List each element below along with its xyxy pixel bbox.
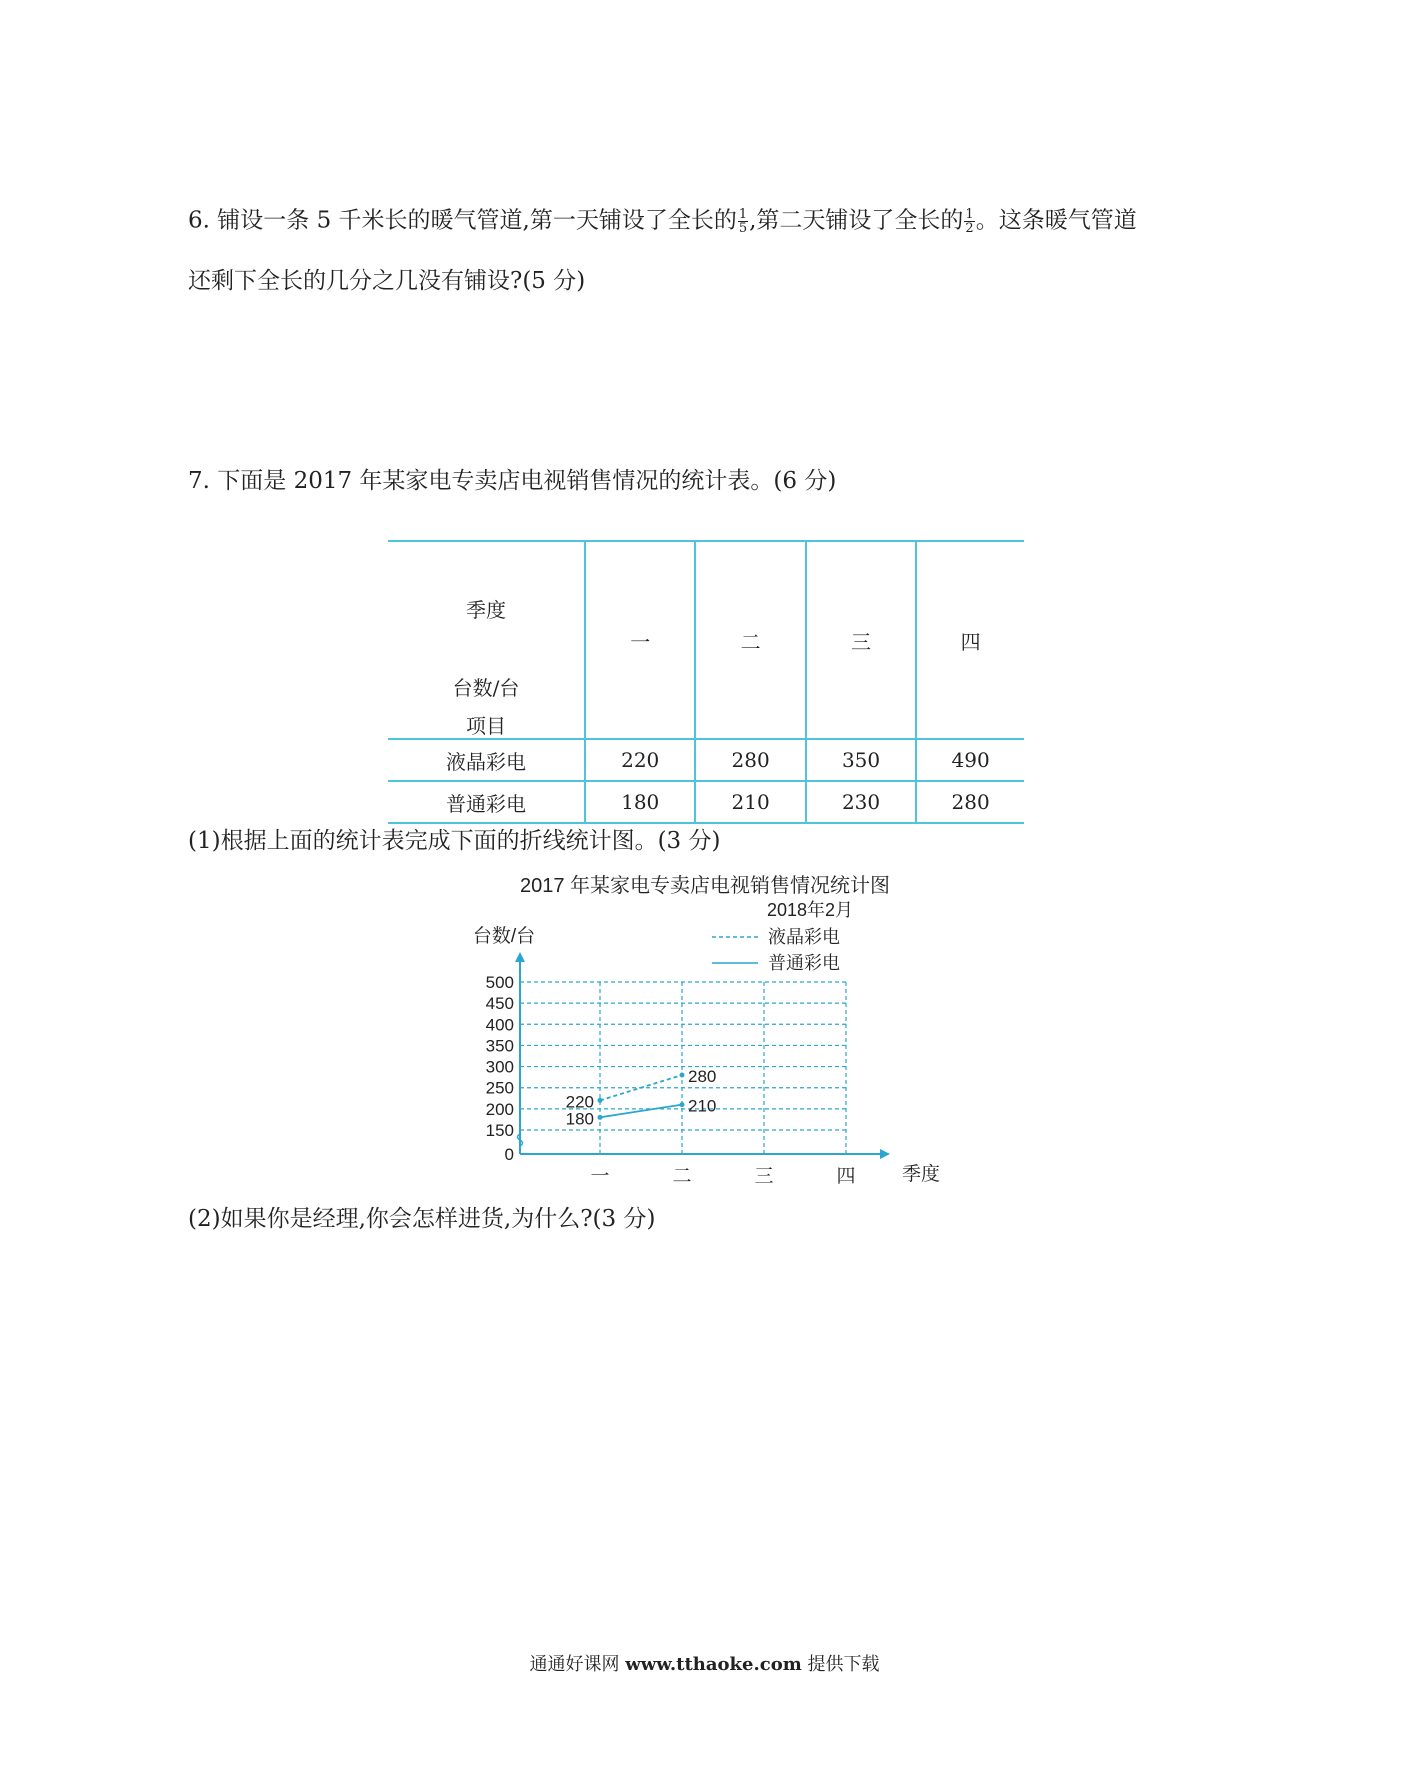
table-cell: 490	[916, 739, 1024, 781]
x-tick-label: 三	[754, 1166, 774, 1187]
header-item: 项目	[466, 714, 506, 738]
y-tick-label: 200	[485, 1099, 514, 1119]
chart-title: 2017 年某家电专卖店电视销售情况统计图	[519, 875, 891, 897]
quarter-header: 四	[916, 541, 1024, 739]
table-cell: 210	[695, 781, 805, 823]
sales-table	[388, 540, 1024, 824]
legend-regular-label: 普通彩电	[768, 953, 840, 973]
table-cell: 280	[916, 781, 1024, 823]
q6-text-c: 。这条暖气管道	[975, 207, 1137, 234]
y-tick-label: 450	[485, 994, 514, 1014]
footer-right: 提供下载	[807, 1654, 880, 1675]
table-cell: 350	[806, 739, 916, 781]
y-axis-arrow	[515, 952, 525, 962]
legend-lcd-label: 液晶彩电	[768, 927, 840, 947]
y-tick-label: 0	[504, 1145, 514, 1164]
x-tick-label: 二	[672, 1166, 692, 1187]
header-count: 台数/台	[452, 676, 520, 700]
table-cell: 220	[585, 739, 695, 781]
x-axis-arrow	[880, 1149, 890, 1159]
x-axis-label: 季度	[902, 1164, 941, 1185]
table-header-row	[388, 541, 1024, 739]
chart-subtitle: 2018年2月	[766, 900, 854, 920]
x-tick-label: 四	[836, 1166, 856, 1187]
data-label: 280	[688, 1067, 717, 1087]
data-point	[680, 1102, 685, 1107]
quarter-header: 三	[806, 541, 916, 739]
footer	[0, 1650, 1409, 1676]
q6-line2: 还剩下全长的几分之几没有铺设?(5 分)	[188, 268, 586, 294]
data-point	[598, 1115, 603, 1120]
fraction-one-half: $\frac{1}{2}$	[965, 207, 974, 236]
x-tick-label: 一	[590, 1166, 610, 1187]
quarter-header: 一	[585, 541, 695, 739]
table-cell: 230	[806, 781, 916, 823]
y-axis-label: 台数/台	[472, 926, 536, 947]
line-chart	[472, 872, 941, 1194]
q6-line1	[188, 208, 1137, 235]
y-tick-label: 500	[485, 973, 514, 992]
y-tick-label: 400	[485, 1015, 514, 1035]
y-tick-label: 250	[485, 1078, 514, 1098]
table-row	[388, 781, 1024, 823]
q6-text-b: ,第二天铺设了全长的	[749, 207, 964, 234]
table-cell: 180	[585, 781, 695, 823]
data-label: 180	[565, 1109, 594, 1129]
q7-intro: 7. 下面是 2017 年某家电专卖店电视销售情况的统计表。(6 分)	[188, 468, 837, 494]
data-label: 220	[565, 1092, 594, 1112]
y-tick-label: 350	[485, 1036, 514, 1056]
y-tick-label: 150	[485, 1121, 514, 1140]
footer-site[interactable]: www.tthaoke.com	[625, 1654, 802, 1675]
table-row	[388, 739, 1024, 781]
y-tick-label: 300	[485, 1057, 514, 1077]
footer-left: 通通好课网	[529, 1654, 620, 1675]
data-point	[680, 1073, 685, 1078]
chart-legend	[712, 927, 840, 973]
data-point	[598, 1098, 603, 1103]
fraction-one-fifth: $\frac{1}{5}$	[738, 207, 748, 236]
table-cell: 280	[695, 739, 805, 781]
series-line-regular	[600, 1105, 682, 1118]
q7-sub2: (2)如果你是经理,你会怎样进货,为什么?(3 分)	[188, 1206, 656, 1232]
row-label: 液晶彩电	[388, 739, 585, 781]
header-season: 季度	[466, 598, 506, 622]
quarter-header: 二	[695, 541, 805, 739]
row-label: 普通彩电	[446, 791, 526, 816]
table-corner-header	[388, 541, 585, 739]
q7-sub1: (1)根据上面的统计表完成下面的折线统计图。(3 分)	[188, 828, 721, 854]
q6-text-a: 6. 铺设一条 5 千米长的暖气管道,第一天铺设了全长的	[188, 207, 737, 234]
data-label: 210	[688, 1096, 717, 1116]
